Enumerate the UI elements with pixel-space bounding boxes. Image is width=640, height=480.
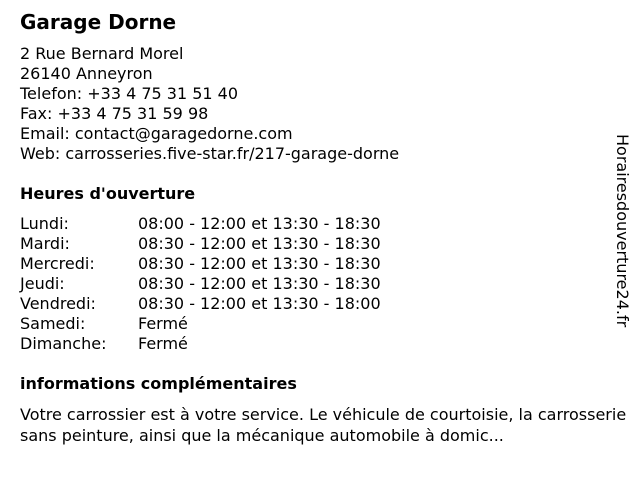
business-name: Garage Dorne <box>20 10 177 34</box>
hours-time: 08:30 - 12:00 et 13:30 - 18:00 <box>138 294 381 313</box>
watermark <box>610 134 634 374</box>
contact-block <box>20 44 399 164</box>
hours-time: Fermé <box>138 334 188 353</box>
hours-time: Fermé <box>138 314 188 333</box>
city-address: 26140 Anneyron <box>20 64 153 83</box>
hours-day: Jeudi: <box>20 274 65 293</box>
email-address: Email: contact@garagedorne.com <box>20 124 293 143</box>
hours-day: Samedi: <box>20 314 86 333</box>
hours-day: Vendredi: <box>20 294 96 313</box>
hours-day: Lundi: <box>20 214 69 233</box>
hours-time: 08:30 - 12:00 et 13:30 - 18:30 <box>138 254 381 273</box>
opening-hours-heading: Heures d'ouverture <box>20 184 196 203</box>
hours-day: Mercredi: <box>20 254 95 273</box>
additional-info-text: Votre carrossier est à votre service. Le véhicule de courtoisie, la carrosserie sans peinture, ainsi que la mécanique automobile à domic... <box>20 405 627 445</box>
hours-day: Dimanche: <box>20 334 107 353</box>
hours-time: 08:30 - 12:00 et 13:30 - 18:30 <box>138 274 381 293</box>
street-address: 2 Rue Bernard Morel <box>20 44 184 63</box>
hours-time: 08:30 - 12:00 et 13:30 - 18:30 <box>138 234 381 253</box>
watermark-text: Horairesdouverture24.fr <box>613 134 632 328</box>
phone-number: Telefon: +33 4 75 31 51 40 <box>20 84 239 103</box>
website-address: Web: carrosseries.five-star.fr/217-garage-dorne <box>20 144 400 163</box>
additional-info-heading: informations complémentaires <box>20 374 297 393</box>
hours-day: Mardi: <box>20 234 70 253</box>
fax-number: Fax: +33 4 75 31 59 98 <box>20 104 209 123</box>
hours-time: 08:00 - 12:00 et 13:30 - 18:30 <box>138 214 381 233</box>
